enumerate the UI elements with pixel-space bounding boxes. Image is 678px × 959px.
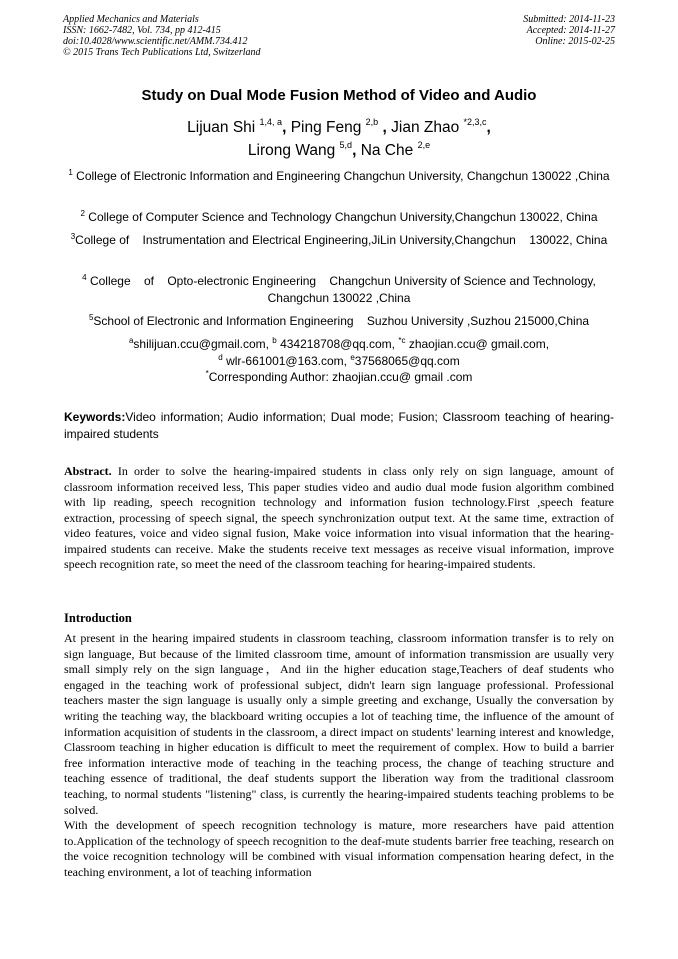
affiliation-text: College of Instrumentation and Electrical Engineering,JiLin University,Changchun 130022, China	[75, 233, 608, 247]
affiliation-text: College of Computer Science and Technology Changchun University,Changchun 130022, China	[84, 210, 598, 224]
affiliation-text: College of Opto-electronic Engineering Changchun University of Science and Technology, Changchun 130022 ,China	[86, 274, 600, 305]
author-line-1: Lijuan Shi $^{1,4, a}$, Ping Feng $^{2,b}$ , Jian Zhao $^{*2,3,c}$,	[187, 117, 491, 136]
abstract	[64, 464, 614, 573]
email-mark: *	[205, 369, 209, 378]
author-name: Na Che	[360, 142, 414, 159]
keywords	[64, 409, 614, 442]
paper-title: Study on Dual Mode Fusion Method of Video and Audio	[141, 87, 537, 104]
email-list	[66, 336, 612, 386]
author-affiliation-mark: 1,4, a	[259, 117, 283, 127]
abstract-text: In order to solve the hearing-impaired students in class only rely on sign language, amount of classroom information received less, This paper studies video and audio dual mode fusion algorithm combined with lip reading, speech recognition technology and information fusion technology.First ,speech feature extraction, processing of speech signal, the speech synchronization output text. At the same time, extraction of video features, voice and video signal fusion, Make voice information into visual information that the hearing-impaired students can receive. Make the students receive text messages as receive visual information, improve speech recognition rate, so meet the need of the classroom teaching for hearing-impaired students.	[64, 464, 614, 571]
email-mark: e	[350, 352, 355, 362]
submitted-date: Submitted: 2014-11-23	[523, 14, 615, 25]
keywords-label: Keywords:	[64, 410, 126, 424]
affiliation-2	[66, 209, 612, 226]
author-name: Lijuan Shi	[187, 119, 256, 136]
email-c: zhaojian.ccu@ gmail.com,	[405, 337, 550, 351]
affiliation-mark: 3	[70, 232, 76, 241]
affiliation-mark: 4	[82, 273, 87, 282]
paragraph: At present in the hearing impaired students in classroom teaching, classroom information transfer is to rely on sign language, But because of the limited classroom time, amount of information transmission are usually very small simply rely on the sign language，And iin the higher education stage,Teachers of deaf students who engaged in the teaching work of professional subject, didn't learn sign language professional. Professional teachers master the sign language is usually only a simple greeting and exchange, Usually the conversation by writing the teaching way, the blackboard writing occupies a lot of teaching time, the influence of the amount of information acquisition of students in the classroom, a direct impact on students' learning interest and knowledge, Classroom teaching in higher education is difficult to meet the requirement of complex. How to build a barrier free information interactive mode of teaching in the teaching process, the change of teaching structure and teaching essence of traditional, the deaf students support the liberation way from the traditional classroom teaching, to normal students "listening" class, is currently the hearing-impaired students teaching problems to be solved.	[64, 631, 614, 817]
email-line-1	[66, 336, 612, 353]
author-affiliation-mark: *2,3,c	[463, 117, 487, 127]
introduction-body	[64, 631, 614, 881]
author-name: Lirong Wang	[247, 142, 336, 159]
affiliation-1	[66, 168, 612, 185]
email-mark: *c	[398, 336, 406, 345]
corresponding-author-text: Corresponding Author: zhaojian.ccu@ gmail .com	[208, 370, 473, 384]
email-b: 434218708@qq.com,	[276, 337, 399, 351]
affiliation-5	[66, 313, 612, 330]
affiliation-text: College of Electronic Information and Engineering Changchun University, Changchun 130022 ,China	[72, 169, 610, 183]
journal-copyright: © 2015 Trans Tech Publications Ltd, Switzerland	[63, 47, 261, 58]
affiliation-mark: 1	[68, 168, 73, 177]
journal-header-left	[63, 14, 261, 58]
keywords-text: Video information; Audio information; Dual mode; Fusion; Classroom teaching of hearing-impaired students	[64, 410, 614, 441]
affiliation-mark: 2	[80, 209, 85, 218]
author-name: Jian Zhao	[391, 119, 460, 136]
email-mark: d	[218, 352, 223, 362]
author-affiliation-mark: 2,b	[365, 117, 379, 127]
author-list	[0, 116, 678, 162]
email-d: wlr-661001@163.com,	[222, 353, 351, 368]
author-name: Ping Feng	[290, 119, 362, 136]
journal-doi: doi:10.4028/www.scientific.net/AMM.734.412	[63, 36, 248, 47]
email-e: 37568065@qq.com	[354, 353, 460, 368]
affiliation-mark: 5	[88, 313, 94, 322]
affiliation-text: School of Electronic and Information Engineering Suzhou University ,Suzhou 215000,China	[93, 314, 590, 328]
email-line-2	[66, 353, 612, 370]
email-mark: b	[272, 336, 277, 345]
author-affiliation-mark: 2,e	[417, 140, 431, 150]
section-heading-introduction: Introduction	[64, 611, 132, 625]
email-a: shilijuan.ccu@gmail.com,	[133, 337, 273, 351]
paragraph: With the development of speech recognition technology is mature, more researchers have paid attention to.Application of the technology of speech recognition to the deaf-mute students barrier free teaching, research on the voice recognition technology will be combined with visual information compensation hearing defect, in the teaching environment, a lot of teaching information	[64, 818, 614, 879]
online-date: Online: 2015-02-25	[535, 36, 615, 47]
author-line-2: Lirong Wang $^{5,d}$, Na Che $^{2,e}$	[247, 140, 431, 159]
affiliation-4	[66, 273, 612, 306]
abstract-label: Abstract.	[64, 464, 112, 478]
journal-issn: ISSN: 1662-7482, Vol. 734, pp 412-415	[63, 25, 221, 36]
author-affiliation-mark: 5,d	[339, 140, 353, 150]
email-mark: a	[128, 336, 134, 345]
journal-header-right	[523, 14, 615, 47]
affiliation-3	[66, 232, 612, 249]
journal-name: Applied Mechanics and Materials	[63, 14, 199, 25]
accepted-date: Accepted: 2014-11-27	[526, 25, 615, 36]
corresponding-author	[66, 369, 612, 386]
